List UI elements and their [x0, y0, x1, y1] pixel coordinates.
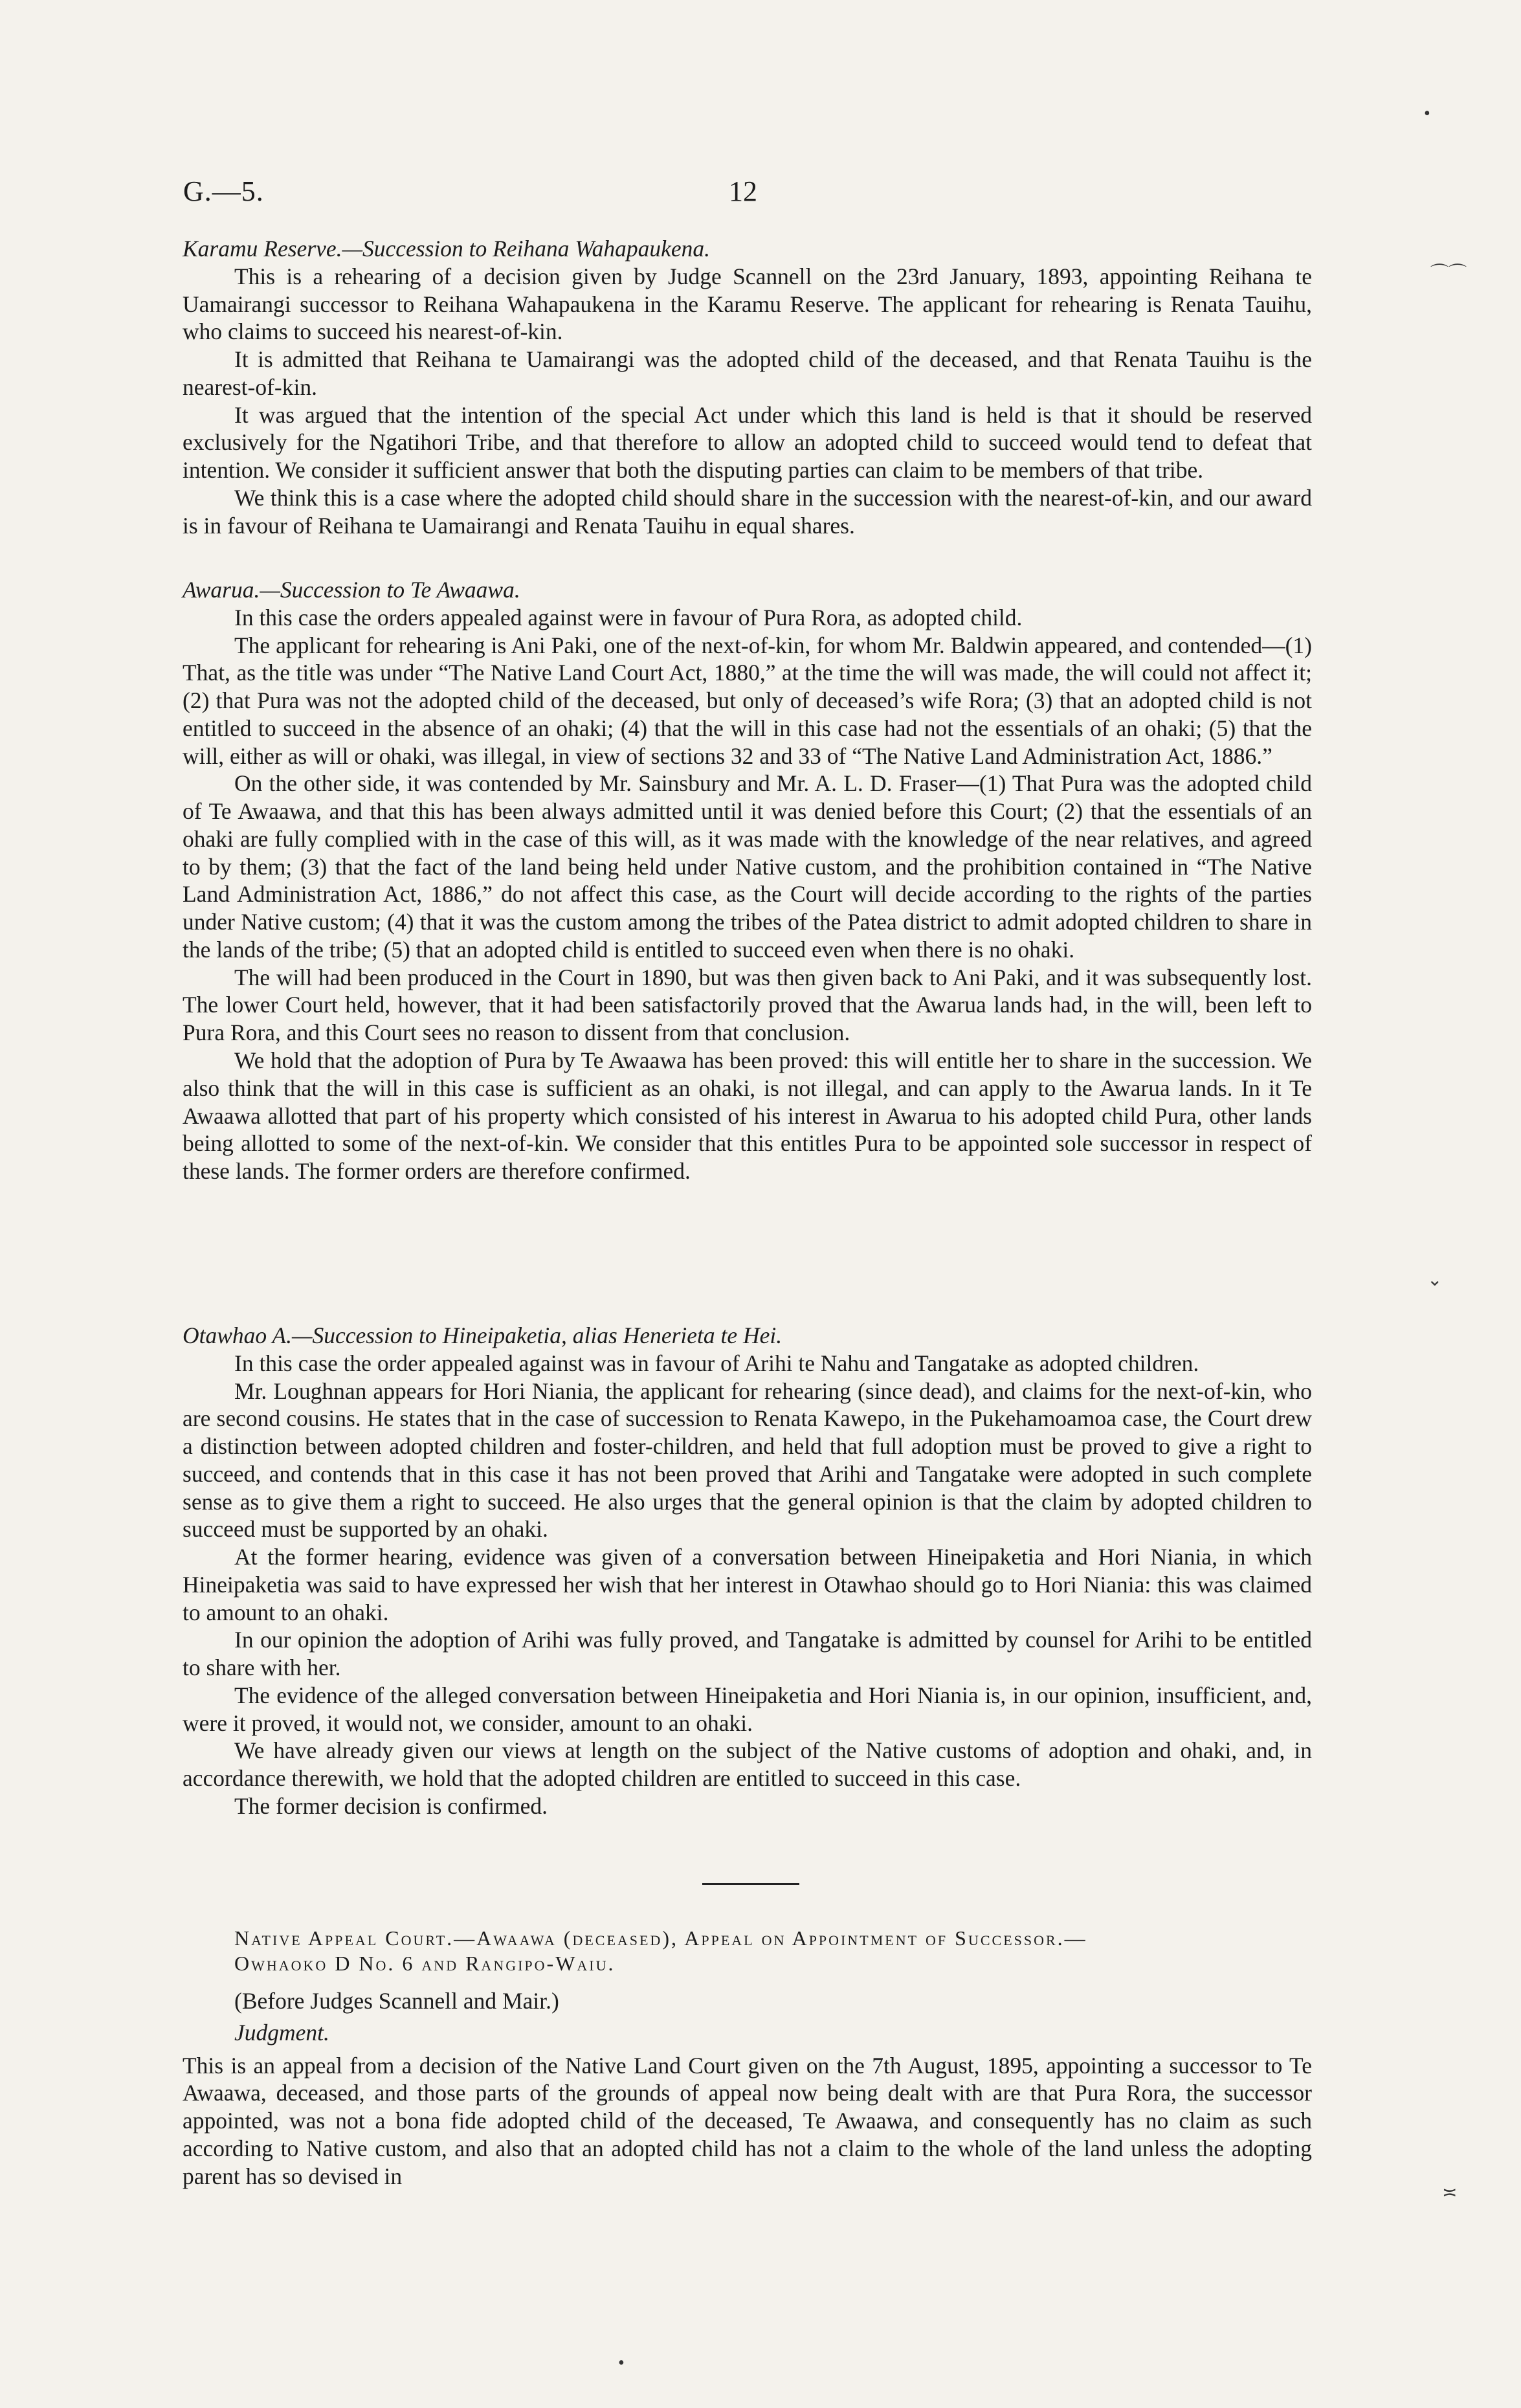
paragraph: At the former hearing, evidence was given of a conversation between Hineipaketia and Hori Niania, in which Hineipaketia was said to have expressed her wish that her interest in Otawhao should go to Hori Niania: this was claimed to amount to an ohaki.	[183, 1544, 1312, 1625]
paragraph: It is admitted that Reihana te Uamairangi was the adopted child of the deceased, and that Renata Tauihu is the nearest-of-kin.	[183, 346, 1312, 400]
section-appeal	[183, 1926, 1312, 2190]
paragraph: The applicant for rehearing is Ani Paki, one of the next-of-kin, for whom Mr. Baldwin appeared, and contended—(1) That, as the title was under “The Native Land Court Act, 1880,” at the time the will was made, the will could not affect it; (2) that Pura was not the adopted child of the deceased, but only of deceased’s wife Rora; (3) that an adopted child is not entitled to succeed in the absence of an ohaki; (4) that the will in this case had not the essentials of an ohaki; (5) that the will, either as will or ohaki, was illegal, in view of sections 32 and 33 of “The Native Land Administration Act, 1886.”	[183, 632, 1312, 769]
section-otawhao	[183, 1322, 1312, 1820]
scan-mark: ⌒⌒	[1430, 263, 1467, 284]
paragraph: In this case the order appealed against was in favour of Arihi te Nahu and Tangatake as adopted children.	[234, 1350, 1199, 1376]
section-divider	[702, 1883, 799, 1885]
judgment-heading: Judgment.	[234, 2019, 329, 2046]
appeal-title-line-2: Owhaoko D No. 6 and Rangipo-Waiu.	[234, 1951, 616, 1975]
appeal-title-line-1: Native Appeal Court.—Awaawa (deceased), Appeal on Appointment of Successor.—	[234, 1926, 1087, 1950]
paragraph: The will had been produced in the Court in 1890, but was then given back to Ani Paki, and it was subsequently lost. The lower Court held, however, that it had been satisfactorily proved that the Awarua lands had, in the will, been left to Pura Rora, and this Court sees no reason to dissent from that conclusion.	[183, 964, 1312, 1046]
section-heading: Otawhao A.—Succession to Hineipaketia, alias Henerieta te Hei.	[183, 1322, 783, 1348]
section-heading: Karamu Reserve.—Succession to Reihana Wahapaukena.	[183, 236, 711, 262]
page-number: 12	[729, 175, 757, 207]
scan-mark: ≍	[1442, 2183, 1458, 2203]
paragraph: We think this is a case where the adopted child should share in the succession with the nearest-of-kin, and our award is in favour of Reihana te Uamairangi and Renata Tauihu in equal shares.	[183, 484, 1312, 539]
paragraph: In this case the orders appealed against were in favour of Pura Rora, as adopted child.	[234, 604, 1023, 630]
scan-mark: •	[1424, 104, 1430, 124]
paragraph: This is an appeal from a decision of the Native Land Court given on the 7th August, 1895, appointing a successor to Te Awaawa, deceased, and those parts of the grounds of appeal now being dealt with are that Pura Rora, the successor appointed, was not a bona fide adopted child of the deceased, Te Awaawa, and consequently has no claim as such according to Native custom, and also that an adopted child has not a claim to the whole of the land unless the adopting parent has so devised in	[183, 2052, 1312, 2189]
paragraph: It was argued that the intention of the special Act under which this land is held is that it should be reserved exclusively for the Ngatihori Tribe, and that therefore to allow an adopted child to succeed would tend to defeat that intention. We consider it sufficient answer that both the disputing parties can claim to be members of that tribe.	[183, 401, 1312, 484]
paragraph: We hold that the adoption of Pura by Te Awaawa has been proved: this will entitle her to share in the succession. We also think that the will in this case is sufficient as an ohaki, is not illegal, and can apply to the Awarua lands. In it Te Awaawa allotted that part of his property which consisted of his interest in Awarua to his adopted child Pura, other lands being allotted to some of the next-of-kin. We consider that this entitles Pura to be appointed sole successor in respect of these lands. The former orders are therefore confirmed.	[183, 1047, 1312, 1185]
paragraph: The former decision is confirmed.	[234, 1793, 548, 1820]
document-reference: G.—5.	[183, 175, 264, 207]
paragraph: In our opinion the adoption of Arihi was fully proved, and Tangatake is admitted by counsel for Arihi to be entitled to share with her.	[183, 1627, 1312, 1681]
section-karamu	[183, 235, 1312, 539]
section-heading: Awarua.—Succession to Te Awaawa.	[183, 577, 520, 603]
paragraph: Mr. Loughnan appears for Hori Niania, the applicant for rehearing (since dead), and claims for the next-of-kin, who are second cousins. He states that in the case of succession to Renata Kawepo, in the Pukehamoamoa case, the Court drew a distinction between adopted children and foster-children, and held that full adoption must be proved to give a right to succeed, and contends that in this case it has not been proved that Arihi and Tangatake were adopted in such complete sense as to give them a right to succeed. He also urges that the general opinion is that the claim by adopted children to succeed must be supported by an ohaki.	[183, 1377, 1312, 1543]
scan-mark: •	[618, 2353, 625, 2373]
paragraph: This is a rehearing of a decision given by Judge Scannell on the 23rd January, 1893, appointing Reihana te Uamairangi successor to Reihana Wahapaukena in the Karamu Reserve. The applicant for rehearing is Renata Tauihu, who claims to succeed his nearest-of-kin.	[183, 263, 1312, 345]
paragraph: On the other side, it was contended by Mr. Sainsbury and Mr. A. L. D. Fraser—(1) That Pura was the adopted child of Te Awaawa, and that this has been always admitted until it was denied before this Court; (2) that the essentials of an ohaki are fully complied with in the case of this will, as it was made with the knowledge of the near relatives, and agreed to by them; (3) that the fact of the land being held under Native custom, and the prohibition contained in “The Native Land Administration Act, 1886,” do not affect this case, as the Court will decide according to the rights of the parties under Native custom; (4) that it was the custom among the tribes of the Patea district to admit adopted children to share in the lands of the tribe; (5) that an adopted child is entitled to succeed even when there is no ohaki.	[183, 770, 1312, 963]
paragraph: The evidence of the alleged conversation between Hineipaketia and Hori Niania is, in our opinion, insufficient, and, were it proved, it would not, we consider, amount to an ohaki.	[183, 1682, 1312, 1736]
judges-line: (Before Judges Scannell and Mair.)	[234, 1988, 559, 2014]
section-awarua	[183, 576, 1312, 1185]
paragraph: We have already given our views at length on the subject of the Native customs of adoption and ohaki, and, in accordance therewith, we hold that the adopted children are entitled to succeed in this case.	[183, 1737, 1312, 1792]
scan-mark: ⌄	[1427, 1270, 1443, 1290]
